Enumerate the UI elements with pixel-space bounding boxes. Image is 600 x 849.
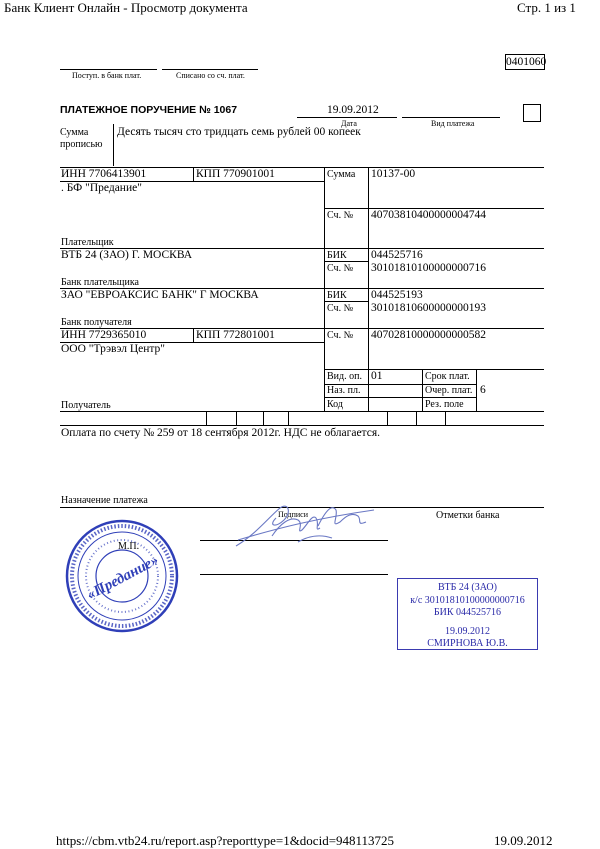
grid-line-acc2: [324, 369, 544, 370]
payee-bank-label: Банк получателя: [61, 317, 132, 328]
date-label: Дата: [341, 119, 357, 128]
payer-acc-value: 40703810400000004744: [371, 209, 486, 221]
payee-inn: ИНН 7729365010: [61, 329, 147, 341]
sum-words-value: Десять тысяч сто тридцать семь рублей 00 копеек: [117, 126, 361, 138]
debited-line: [162, 69, 258, 70]
payer-label: Плательщик: [61, 237, 114, 248]
seal-center-text: «Предание»: [84, 552, 162, 604]
vline-b7: [445, 411, 446, 425]
purpose-label: Назначение платежа: [61, 495, 148, 506]
vline-codes1: [422, 369, 423, 411]
vline-b6: [416, 411, 417, 425]
vid-op-label: Вид. оп.: [327, 371, 362, 382]
payer-bank-label: Банк плательщика: [61, 277, 139, 288]
bank-stamp-line4: 19.09.2012: [445, 625, 490, 637]
vline-b5: [387, 411, 388, 425]
kod-label: Код: [327, 399, 343, 410]
order-date: 19.09.2012: [327, 104, 379, 116]
grid-line-bik2: [324, 301, 368, 302]
payee-name: ООО "Трэвэл Центр": [61, 343, 165, 355]
order-title: ПЛАТЕЖНОЕ ПОРУЧЕНИЕ № 1067: [60, 104, 238, 116]
payment-type-label: Вид платежа: [431, 119, 475, 128]
handwritten-signature-icon: [228, 496, 378, 554]
payer-kpp: КПП 770901001: [196, 168, 275, 180]
organization-seal-icon: [64, 518, 180, 634]
sum-words-divider: [113, 124, 114, 166]
payer-inn: ИНН 7706413901: [61, 168, 147, 180]
mp-label: М.П.: [118, 541, 140, 552]
payer-bank-acc-value: 30101810100000000716: [371, 262, 486, 274]
bank-stamp: [397, 578, 538, 650]
rez-label: Рез. поле: [425, 399, 464, 410]
received-line: [60, 69, 157, 70]
debited-label: Списано со сч. плат.: [176, 71, 245, 80]
type-line: [402, 117, 500, 118]
ocher-value: 6: [480, 384, 486, 396]
sum-words-label-2: прописью: [60, 139, 103, 150]
form-code-box: 0401060: [506, 56, 547, 68]
bank-marks-label: Отметки банка: [436, 510, 500, 521]
vline-kpp2: [193, 328, 194, 342]
payee-bank-acc-value: 30101810600000000193: [371, 302, 486, 314]
ocher-label: Очер. плат.: [425, 385, 473, 396]
sum-value: 10137-00: [371, 168, 416, 180]
signature-line-2: [200, 574, 388, 575]
footer-date: 19.09.2012: [494, 833, 553, 848]
srok-label: Срок плат.: [425, 371, 470, 382]
payer-bank-bik-value: 044525716: [371, 249, 423, 261]
payer-bank-bik-label: БИК: [327, 250, 347, 261]
grid-line-naz: [324, 397, 476, 398]
payer-name: . БФ "Предание": [61, 182, 142, 194]
vline-kpp1: [193, 167, 194, 181]
payee-acc-label: Сч. №: [327, 330, 354, 341]
payee-label: Получатель: [61, 400, 111, 411]
purpose-text: Оплата по счету № 259 от 18 сентября 2012г. НДС не облагается.: [61, 427, 380, 439]
naz-label: Наз. пл.: [327, 385, 361, 396]
signatures-label: Подписи: [278, 510, 309, 519]
sum-label: Сумма: [327, 169, 356, 180]
date-line: [297, 117, 397, 118]
payee-kpp: КПП 772801001: [196, 329, 275, 341]
payer-acc-label: Сч. №: [327, 210, 354, 221]
bank-stamp-line3: БИК 044525716: [433, 607, 502, 618]
window-title: Банк Клиент Онлайн - Просмотр документа: [4, 0, 248, 15]
bank-stamp-line2: к/с 30101810100000000716: [410, 594, 525, 606]
vline-b1: [206, 411, 207, 425]
payee-bank-acc-label: Сч. №: [327, 303, 354, 314]
payee-acc-value: 40702810000000000582: [371, 329, 486, 341]
vline-b2: [236, 411, 237, 425]
payee-bank-name: ЗАО "ЕВРОАКСИС БАНК" Г МОСКВА: [61, 289, 259, 301]
grid-line-payee: [60, 411, 544, 412]
vline-main: [324, 167, 325, 411]
vline-b4: [288, 411, 289, 425]
received-label: Поступ. в банк плат.: [72, 71, 142, 80]
sum-words-label-1: Сумма: [60, 127, 89, 138]
vline-b3: [263, 411, 264, 425]
vline-values: [368, 167, 369, 411]
bank-stamp-line5: СМИРНОВА Ю.В.: [427, 638, 508, 649]
grid-line-bik1: [324, 261, 368, 262]
vid-op-value: 01: [371, 370, 383, 382]
status-box: [523, 104, 541, 122]
bank-stamp-line1: ВТБ 24 (ЗАО): [437, 582, 497, 593]
vline-codes2: [476, 369, 477, 411]
grid-line-budget: [60, 425, 544, 426]
payee-bank-bik-value: 044525193: [371, 289, 423, 301]
payee-bank-bik-label: БИК: [327, 290, 347, 301]
payer-bank-acc-label: Сч. №: [327, 263, 354, 274]
payer-bank-name: ВТБ 24 (ЗАО) Г. МОСКВА: [61, 249, 193, 261]
footer-url[interactable]: https://cbm.vtb24.ru/report.asp?reporttype=1&docid=948113725: [56, 833, 395, 848]
page-counter: Стр. 1 из 1: [517, 0, 576, 15]
